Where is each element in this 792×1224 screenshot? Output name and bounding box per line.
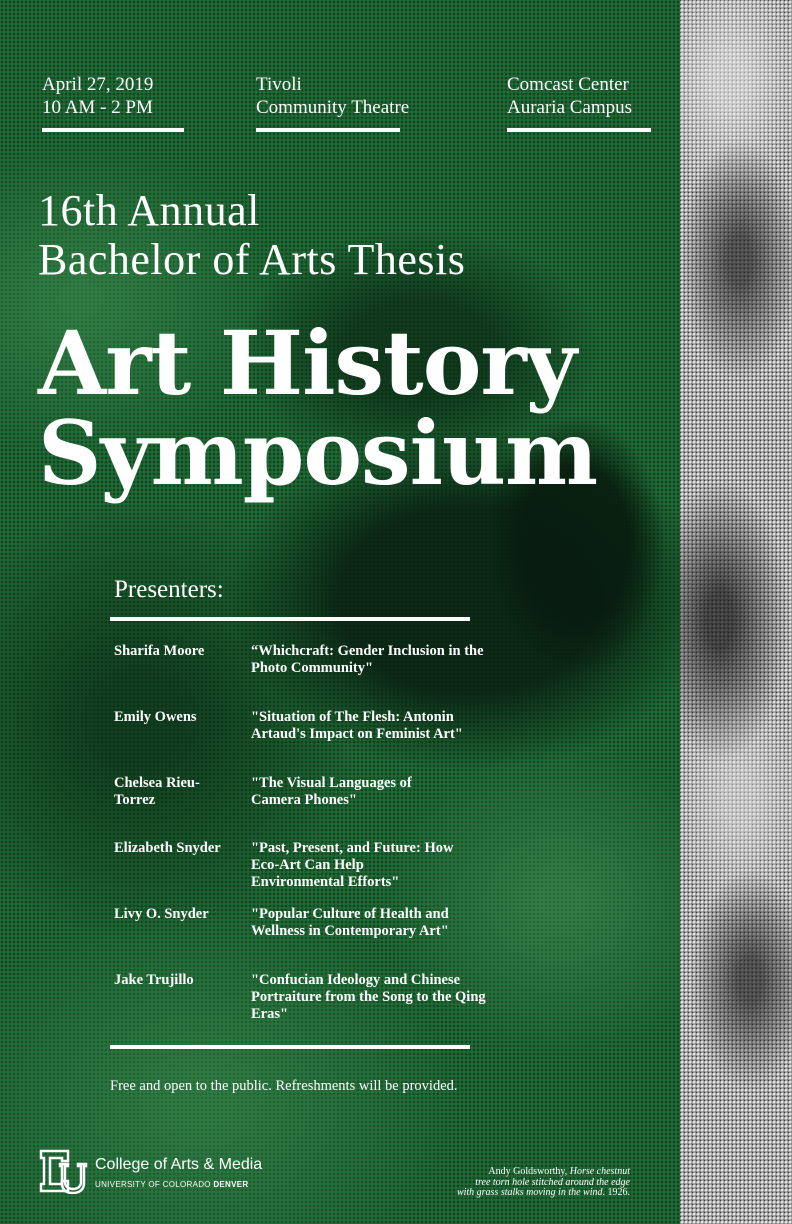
event-subtitle <box>38 186 465 284</box>
credit-work-line-1: Horse chestnut <box>569 1166 630 1177</box>
event-date-time <box>42 73 153 119</box>
location-line-2: Auraria Campus <box>507 97 633 118</box>
presenters-bottom-rule <box>110 1045 470 1049</box>
venue-line-2: Community Theatre <box>256 97 410 118</box>
credit-year: . 1926. <box>602 1187 630 1198</box>
halftone-photo-strip <box>680 0 792 1224</box>
title-line-2: Symposium <box>38 401 598 505</box>
presenter-talk-title: "Popular Culture of Health and Wellness in Contemporary Art" <box>251 906 449 939</box>
page-title <box>38 311 598 505</box>
presenter-name: Elizabeth Snyder <box>114 840 221 856</box>
title-line-1: Art History <box>38 311 576 415</box>
svg-text:CU: CU <box>38 1148 40 1149</box>
image-credit <box>392 1167 630 1199</box>
credit-work-line-3: with grass stalks moving in the wind <box>456 1187 603 1198</box>
presenter-name: Sharifa Moore <box>114 643 205 659</box>
presenters-heading: Presenters: <box>114 576 224 603</box>
university-name <box>95 1180 248 1189</box>
header-rule-date <box>42 128 184 132</box>
presenter-talk-title: "Past, Present, and Future: How Eco-Art Can Help Environmental Efforts" <box>251 840 454 890</box>
college-name: College of Arts & Media <box>95 1156 263 1173</box>
header-rule-venue <box>256 128 400 132</box>
presenter-talk-title: "Confucian Ideology and Chinese Portraiture from the Song to the Qing Eras" <box>251 972 486 1022</box>
subtitle-line-2: Bachelor of Arts Thesis <box>38 235 466 284</box>
presenter-name: Livy O. Snyder <box>114 906 209 922</box>
presenter-name: Chelsea Rieu-Torrez <box>114 775 200 808</box>
presenter-name: Emily Owens <box>114 709 197 725</box>
subtitle-line-1: 16th Annual <box>38 186 260 235</box>
presenters-top-rule <box>110 617 470 621</box>
event-date: April 27, 2019 <box>42 74 154 95</box>
header-rule-location <box>507 128 651 132</box>
public-note: Free and open to the public. Refreshments will be provided. <box>110 1078 458 1094</box>
event-time: 10 AM - 2 PM <box>42 97 153 118</box>
venue-line-1: Tivoli <box>256 74 302 95</box>
presenter-talk-title: “Whichcraft: Gender Inclusion in the Photo Community" <box>251 643 484 676</box>
campus-label: DENVER <box>213 1180 249 1189</box>
presenter-talk-title: "The Visual Languages of Camera Phones" <box>251 775 412 808</box>
event-venue <box>256 73 409 119</box>
credit-artist: Andy Goldsworthy, <box>488 1166 570 1177</box>
cu-logo-icon <box>38 1148 88 1194</box>
presenter-talk-title: "Situation of The Flesh: Antonin Artaud's Impact on Feminist Art" <box>251 709 463 742</box>
credit-work-line-2: tree torn hole stitched around the edge <box>475 1176 630 1188</box>
presenter-name: Jake Trujillo <box>114 972 194 988</box>
location-line-1: Comcast Center <box>507 74 629 95</box>
event-location <box>507 73 632 119</box>
university-label: UNIVERSITY OF COLORADO <box>95 1180 211 1189</box>
